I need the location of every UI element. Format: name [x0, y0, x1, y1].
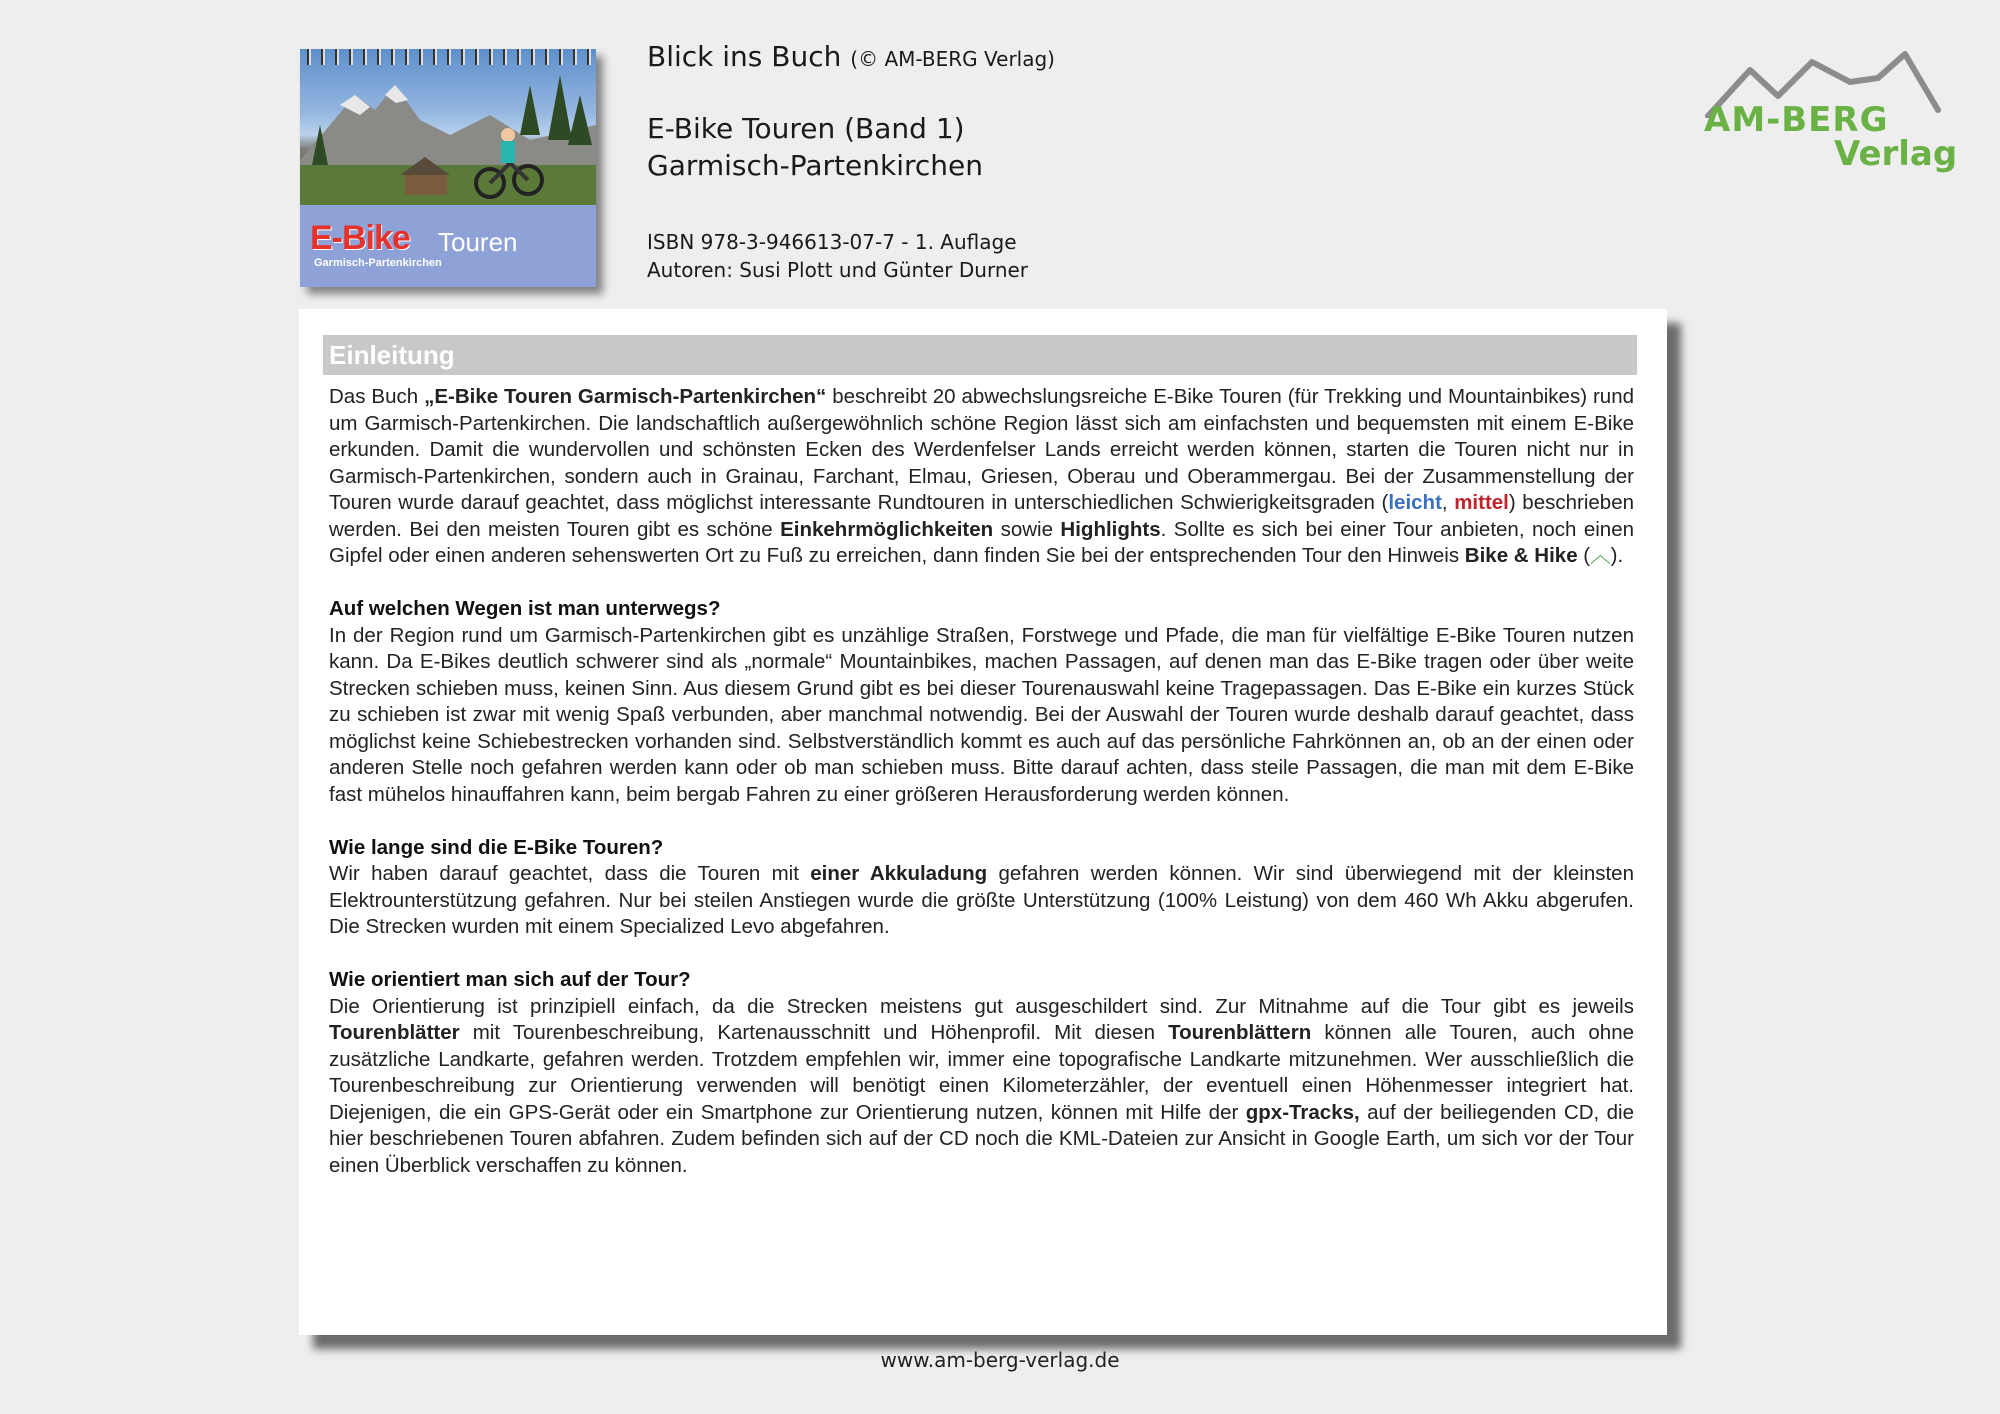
intro-paragraph: Das Buch „E-Bike Touren Garmisch-Partenkirchen“ beschreibt 20 abwechslungsreiche E-Bike Touren (für Trekking und Mountainbikes) rund um Garmisch-Partenkirchen. Die landschaftlich außergewöhnlich schöne Region lässt sich am einfachsten und bequemsten mit einem E-Bike erkunden. Damit die wundervollen und schönsten Ecken des Werdenfelser Lands erreicht werden können, starten die Touren nicht nur in Garmisch-Partenkirchen, sondern auch in Grainau, Farchant, Elmau, Griesen, Oberau und Oberammergau. Bei der Zusammenstellung der Touren wurde darauf geachtet, dass möglichst interessante Rundtouren in unterschiedlichen Schwierigkeitsgraden (leicht, mittel) beschrieben werden. Bei den meisten Touren gibt es schöne Einkehrmöglichkeiten sowie Highlights. Sollte es sich bei einer Tour anbieten, noch einen Gipfel oder einen anderen sehenswerten Ort zu Fuß zu erreichen, dann finden Sie bei der entsprechenden Tour den Hinweis Bike & Hike (︿). [329, 385, 1634, 567]
blick-ins-buch-label [647, 40, 1055, 73]
copyright-text: (© AM-BERG Verlag) [850, 47, 1055, 71]
book-title-line1: E-Bike Touren (Band 1) [647, 112, 965, 145]
spiral-binding [300, 49, 596, 65]
cover-title-touren: Touren [438, 227, 518, 257]
cover-subtitle: Garmisch-Partenkirchen [314, 257, 442, 269]
blick-text: Blick ins Buch [647, 40, 842, 73]
authors-text: Autoren: Susi Plott und Günter Durner [647, 258, 1029, 282]
logo-text-verlag: Verlag [1834, 134, 1958, 174]
am-berg-logo [1700, 48, 1958, 178]
paragraph-orientierung: Die Orientierung ist prinzipiell einfach, da die Strecken meistens gut ausgeschildert sind. Zur Mitnahme auf die Tour gibt es jeweils Tourenblätter mit Tourenbeschreibung, Kartenausschnitt und Höhenprofil. Mit diesen Tourenblättern können alle Touren, auch ohne zusätzliche Landkarte, gefahren werden. Trotzdem empfehlen wir, immer eine topografische Landkarte mitzunehmen. Wer ausschließlich die Tourenbeschreibung zur Orientierung verwenden will benötigt einen Kilometerzähler, der eventuell einen Höhenmesser integriert hat. Diejenigen, die ein GPS-Gerät oder ein Smartphone zur Orientierung nutzen, können mit Hilfe der gpx-Tracks, auf der beiliegenden CD, die hier beschriebenen Touren abfahren. Zudem befinden sich auf der CD noch die KML-Dateien zur Ansicht in Google Earth, um sich vor der Tour einen Überblick verschaffen zu können. [329, 994, 1634, 1177]
book-cover-image [300, 49, 596, 287]
paragraph-lange: Wir haben darauf geachtet, dass die Touren mit einer Akkuladung gefahren werden können. Wir sind überwiegend mit der kleinsten Elektrounterstützung gefahren. Nur bei steilen Anstiegen wurde die größte Unterstützung (100% Leistung) von dem 460 Wh Akku abgerufen. Die Strecken wurden mit einem Specialized Levo abgefahren. [329, 862, 1634, 938]
heading-orientierung: Wie orientiert man sich auf der Tour? [329, 968, 691, 991]
difficulty-leicht: leicht [1388, 491, 1442, 514]
paragraph-wege: In der Region rund um Garmisch-Partenkirchen gibt es unzählige Straßen, Forstwege und Pfade, die man für vielfältige E-Bike Touren nutzen kann. Da E-Bikes deutlich schwerer sind als „normale“ Mountainbikes, machen Passagen, auf denen man das E-Bike tragen oder über weite Strecken schieben muss, keinen Sinn. Aus diesem Grund gibt es bei dieser Tourenauswahl keine Tragepassagen. Das E-Bike ein kurzes Stück zu schieben ist zwar mit wenig Spaß verbunden, aber manchmal notwendig. Bei der Auswahl der Touren wurde deshalb darauf geachtet, dass möglichst keine Schiebestrecken vorhanden sind. Selbstverständlich kommt es auch auf das persönliche Fahrkönnen an, ob an der einen oder anderen Stelle noch gefahren werden kann oder ob man schieben muss. Bitte darauf achten, dass steile Passagen, die man mit dem E-Bike fast mühelos hinauffahren kann, beim bergab Fahren zu einer größeren Herausforderung werden können. [329, 623, 1634, 806]
book-title-line2: Garmisch-Partenkirchen [647, 149, 984, 182]
footer-url: www.am-berg-verlag.de [880, 1348, 1120, 1372]
book-page [299, 309, 1667, 1335]
heading-wege: Auf welchen Wegen ist man unterwegs? [329, 597, 721, 620]
heading-lange: Wie lange sind die E-Bike Touren? [329, 835, 664, 859]
page-content [329, 384, 1634, 1179]
logo-text-am-berg: AM-BERG [1704, 100, 1889, 140]
bike-hike-icon: ︿ [1590, 544, 1611, 567]
book-info [647, 40, 1055, 282]
section-title: Einleitung [323, 335, 1637, 375]
difficulty-mittel: mittel [1454, 491, 1509, 514]
book-meta [647, 228, 1028, 284]
isbn-text: ISBN 978-3-946613-07-7 - 1. Auflage [647, 230, 1017, 254]
cover-title-ebike: E-Bike [310, 219, 410, 257]
book-title [647, 110, 983, 184]
